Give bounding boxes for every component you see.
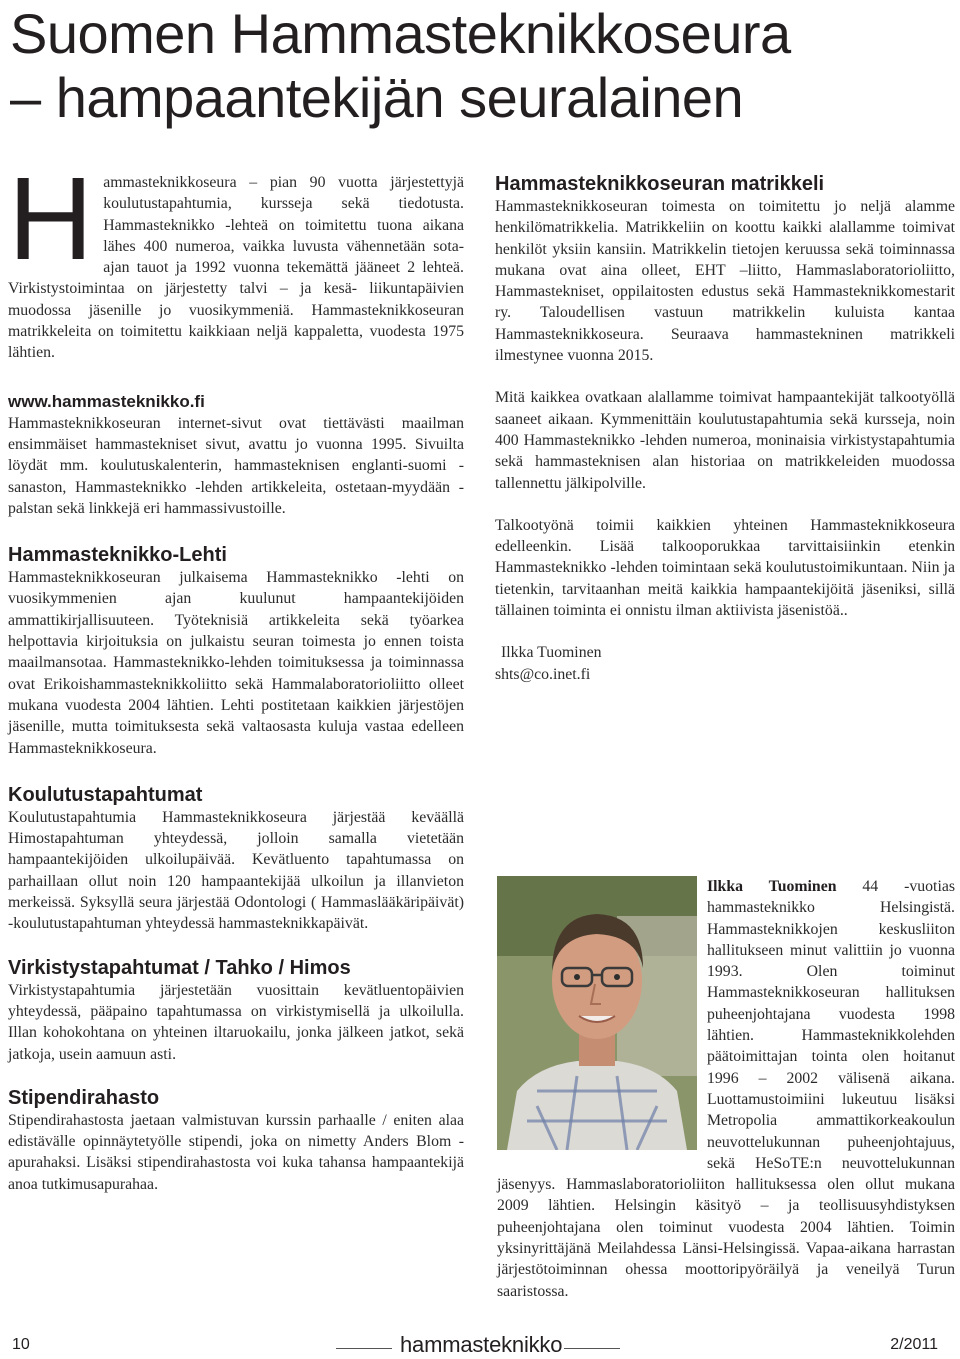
- stipendi-text: Stipendirahastosta jaetaan valmistuvan kurssin parhaalle / eniten alaa edistävälle opinnäytetyölle stipendi, joka on nimetty Anders Blom -apurahaksi. Lisäksi stipendirahastosta voi kuka tahansa hampaantekijä anoa tutkimusapurahaa.: [8, 1111, 464, 1193]
- portrait-illustration: [497, 876, 697, 1150]
- koulutus-text: Koulutustapahtumia Hammasteknikkoseura järjestää keväällä Himostapahtuman yhteydessä, jolloin samalla vietetään hampaantekijöiden ulkoilupäivää. Kevätluento tapahtumassa on parhaillaan ollut noin 120 hampaantekijää ulkoilun ja illanvieton merkeissä. Syksyllä seura järjestää Odontologi ( Hammaslääkäripäivät) -koulutustapahtuman yhteydessä hammasteknikkapäivät.: [8, 808, 464, 933]
- web-text: Hammasteknikkoseuran internet-sivut ovat tiettävästi maailman ensimmäiset hammastekniset sivut, avattu jo vuonna 1995. Sivuilta löydät mm. koulutuskalenterin, hammasteknisen englanti-suomi -sanaston, Hammasteknikko -lehden artikkeleita, ostetaan-myydään -palstan sekä linkkejä eri hammassivustoille.: [8, 414, 464, 517]
- right-paragraph-3: Talkootyönä toimii kaikkien yhteinen Hammasteknikkoseura edelleenkin. Lisää talkooporukkaa tarvittaisiinkin etenkin Hammasteknikko -lehden toimintaan sekä koulutustoimikuntaan. Niin ja tietenkin, tarvitaanhan meitä kaikkia hampaantekijöitä jäseniksi, sillä tällainen toiminta ei onnistu ilman aktiivista jäsenistöä..: [495, 516, 955, 620]
- drop-cap: H: [8, 153, 94, 285]
- virkistys-text: Virkistystapahtumia järjestetään vuosittain kevätluentopäivien yhteydessä, pääpaino tapahtumassa on virkistymisellä ja ulkoilulla. Illan kohokohtana on yhteinen iltaruokailu, jonka jälkeen jatkot, sekä jatkoja, usein aamuun asti.: [8, 981, 464, 1063]
- koulutus-heading: Koulutustapahtumat: [8, 783, 203, 806]
- issue-number: 2/2011: [890, 1336, 938, 1353]
- lehti-text: Hammasteknikkoseuran julkaisema Hammasteknikko -lehti on vuosikymmenien ajan kuulunut hampaantekijöiden ammattikirjallisuuteen. Työteknisiä artikkeleita sekä työarkea helpottavia kirjoituksia on julkaistu seuran toimesta jo ennen toista maailmansotaa. Hammasteknikko-lehden toimituksessa ja toiminnassa ovat Erikoishammasteknikkoliitto sekä Hammalaboratorioliitto olleet mukana vuodesta 2004 lähtien. Lehti postitetaan kaikkien järjestöjen jäsenille, mutta toimituksesta sekä valtaosasta kuluja vastaa edelleen Hammasteknikkoseura.: [8, 569, 464, 757]
- author-bio: [497, 876, 955, 1302]
- title-line-1: Suomen Hammasteknikkoseura: [10, 2, 791, 65]
- footer-rule-left: [336, 1348, 392, 1349]
- lehti-heading: Hammasteknikko-Lehti: [8, 544, 227, 567]
- signature-email: shts@co.inet.fi: [495, 665, 591, 683]
- left-column: [8, 153, 464, 1195]
- page-title: [10, 2, 791, 130]
- matrikkeli-heading: Hammasteknikkoseuran matrikkeli: [495, 173, 825, 195]
- author-photo: [497, 876, 697, 1150]
- bio-text: 44 -vuotias hammasteknikko Helsingistä. Hammasteknikkojen keskusliiton hallitukseen minut valittiin jo vuonna 1993. Olen toiminut Hammasteknikkoseuran hallituksen puheenjohtajana vuodesta 1998 lähtien. Hammasteknikkolehden päätoimittajan tointa olen hoitanut 1996 – 2002 välisenä aikana. Luottamustoimiini lukeutuu lisäksi Metropolia ammattikorkeakoulun neuvottelukunnan puheenjohtajuus, sekä HeSoTE:n neuvottelukunnan jäsenyys. Hammaslaboratorioliiton hallituksessa olen ollut mukana 2009 lähtien. Helsingin käsityö – ja teollisuusyhdistyksen puheenjohtajana olen toiminut vuodesta 2004 lähtien. Toimin yksinyrittäjänä Meilahdessa Länsi-Helsingissä. Vapaa-aikana harrastan järjestötoiminnan ohessa moottoripyöräilyä ja veneilyä Turun saaristossa.: [497, 878, 955, 1300]
- title-line-2: – hampaantekijän seuralainen: [10, 66, 744, 129]
- web-heading: www.hammasteknikko.fi: [8, 391, 205, 411]
- intro-paragraph: [8, 153, 464, 364]
- intro-text: ammasteknikkoseura – pian 90 vuotta järjestettyjä koulutustapahtumia, kursseja sekä tiedotusta. Hammasteknikko -lehteä on toimitettu tuona aikana lähes 400 numeroa, vaikka luvusta vähennetään sota-ajan tauot ja 1992 vuonna tekemättä jääneet 2 lehteä. Virkistystoimintaa on järjestetty talvi – ja kesä- liikuntapäivien muodossa jäsenille jo vuosikymmeniä. Hammasteknikkoseuran matrikkeleita on toimitettu kaikkiaan neljä kappaletta, vuodesta 1975 lähtien.: [8, 174, 464, 362]
- page-number: 10: [12, 1336, 30, 1353]
- matrikkeli-text: Hammasteknikkoseuran toimesta on toimitettu jo neljä alamme henkilömatrikkelia. Matrikkeliin on koottu kaikki alallamme toimivat henkilöt yksiin kansiin. Matrikkelin tietojen keruussa sekä toiminnassa mukana ovat aina olleet, EHT –liitto, Hammaslaboratorioliitto, Hammastekniset, oppilaitosten edustus sekä Hammasteknikkomestarit ry. Taloudellisen vastuun matrikkelin kuluista kantaa Hammasteknikkoseura. Seuraava hammastekninen matrikkeli ilmestynee vuonna 2015.: [495, 198, 955, 365]
- right-paragraph-2: Mitä kaikkea ovatkaan alallamme toimivat hampaantekijät talkootyöllä saaneet aikaan. Kymmenittäin koulutustapahtumia sekä kursseja, noin 400 Hammasteknikko -lehden numeroa, moninaisia virkistystapahtumia sekä hammasteknisen alan historiaa on matrikkeleiden muodossa tallennettu jälkipolville.: [495, 389, 955, 492]
- signature-name: Ilkka Tuominen: [501, 644, 602, 662]
- page-footer: [0, 1330, 960, 1359]
- footer-rule-right: [564, 1348, 620, 1349]
- virkistys-heading: Virkistystapahtumat / Tahko / Himos: [8, 956, 351, 979]
- footer-brand: hammasteknikko: [400, 1332, 563, 1357]
- right-column: [495, 172, 955, 685]
- stipendi-heading: Stipendirahasto: [8, 1086, 160, 1109]
- bio-name: Ilkka Tuominen: [707, 878, 837, 895]
